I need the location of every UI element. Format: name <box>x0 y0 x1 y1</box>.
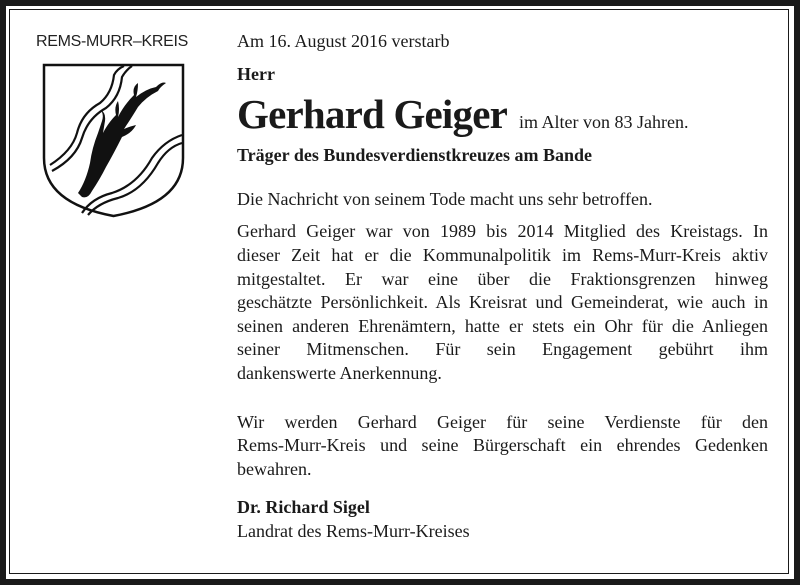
text-line: Wir werden Gerhard Geiger für seine Verdienste für den <box>237 411 768 432</box>
obituary-text <box>237 30 768 544</box>
text-line: Gerhard Geiger war von 1989 bis 2014 Mitglied des Kreistags. In <box>237 221 768 242</box>
intro-line: Am 16. August 2016 verstarb <box>237 31 450 51</box>
coat-of-arms-icon <box>42 63 185 218</box>
deceased-name: Gerhard Geiger <box>237 91 508 138</box>
honor-line: Träger des Bundesverdienstkreuzes am Bande <box>237 145 593 166</box>
text-line: bewahren. <box>237 458 312 479</box>
age-text: im Alter von 83 Jahren. <box>519 112 689 133</box>
name-row <box>237 92 768 136</box>
district-name: REMS-MURR–KREIS <box>36 33 188 50</box>
text-line: dankenswerte Anerkennung. <box>237 362 442 383</box>
text-line: seinen anderen Ehrenämtern, hatte er stets ein Ohr für die Anliegen <box>237 315 768 336</box>
text-line: dieser Zeit hat er die Kommunalpolitik im Rems-Murr-Kreis aktiv <box>237 244 768 265</box>
text-line: mitgestaltet. Er war eine über die Fraktionsgrenzen hinweg <box>237 268 768 289</box>
text-line: Die Nachricht von seinem Tode macht uns sehr betroffen. <box>237 188 653 209</box>
signature-block <box>237 496 768 543</box>
text-line: seiner Mitmenschen. Für sein Engagement gebührt ihm <box>237 339 768 360</box>
text-line: Rems-Murr-Kreis und seine Bürgerschaft ein ehrendes Gedenken <box>237 435 768 456</box>
paragraph-2 <box>237 220 768 385</box>
paragraph-3 <box>237 411 768 482</box>
paragraph-1 <box>237 188 768 212</box>
salutation: Herr <box>237 63 275 84</box>
signatory-name: Dr. Richard Sigel <box>237 497 370 518</box>
text-line: geschätzte Persönlichkeit. Als Kreisrat und Gemeinderat, wie auch in <box>237 292 768 313</box>
signatory-title: Landrat des Rems-Murr-Kreises <box>237 520 470 541</box>
